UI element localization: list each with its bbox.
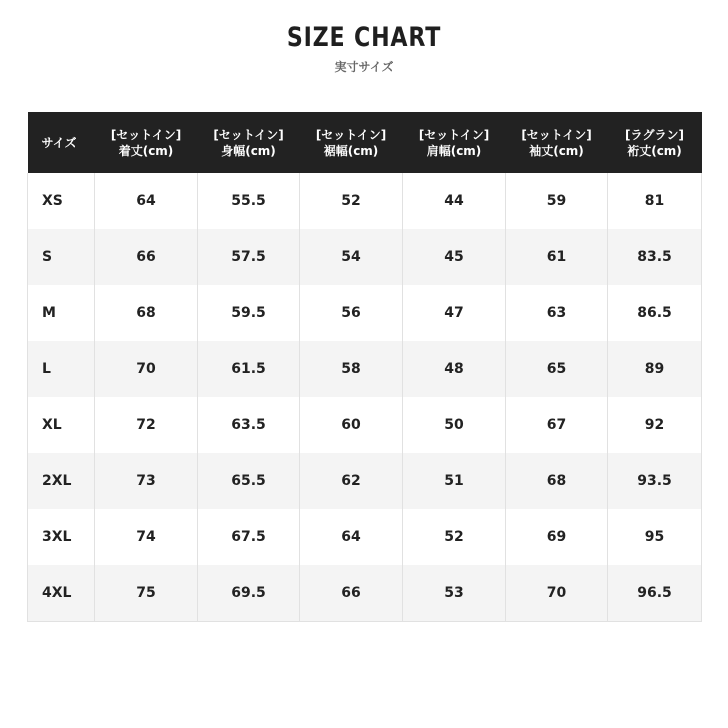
value-cell: 86.5 [608, 285, 702, 341]
header-label-type: [セットイン] [110, 127, 182, 142]
value-cell: 66 [95, 229, 198, 285]
value-cell: 59 [506, 173, 608, 229]
size-cell: 2XL [28, 453, 95, 509]
value-cell: 73 [95, 453, 198, 509]
value-cell: 67 [506, 397, 608, 453]
size-chart-table [27, 112, 702, 622]
table-row [28, 453, 702, 509]
value-cell: 62 [300, 453, 403, 509]
size-cell: XS [28, 173, 95, 229]
header-label-type: [セットイン] [418, 127, 490, 142]
value-cell: 45 [403, 229, 506, 285]
value-cell: 61 [506, 229, 608, 285]
value-cell: 55.5 [198, 173, 300, 229]
header-length [95, 112, 198, 173]
table-row [28, 341, 702, 397]
value-cell: 59.5 [198, 285, 300, 341]
header-shoulder-width [403, 112, 506, 173]
header-label-measure: 着丈(cm) [118, 143, 174, 158]
page-title: SIZE CHART [286, 22, 442, 53]
value-cell: 64 [95, 173, 198, 229]
value-cell: 81 [608, 173, 702, 229]
value-cell: 83.5 [608, 229, 702, 285]
value-cell: 52 [300, 173, 403, 229]
header-label-type: [セットイン] [315, 127, 387, 142]
value-cell: 93.5 [608, 453, 702, 509]
value-cell: 52 [403, 509, 506, 565]
size-cell: M [28, 285, 95, 341]
value-cell: 54 [300, 229, 403, 285]
value-cell: 72 [95, 397, 198, 453]
header-sleeve-length [506, 112, 608, 173]
value-cell: 47 [403, 285, 506, 341]
value-cell: 96.5 [608, 565, 702, 622]
value-cell: 63.5 [198, 397, 300, 453]
size-cell: 4XL [28, 565, 95, 622]
value-cell: 95 [608, 509, 702, 565]
value-cell: 44 [403, 173, 506, 229]
value-cell: 64 [300, 509, 403, 565]
page-subtitle: 実寸サイズ [334, 60, 394, 74]
table-row [28, 229, 702, 285]
value-cell: 53 [403, 565, 506, 622]
value-cell: 50 [403, 397, 506, 453]
value-cell: 74 [95, 509, 198, 565]
value-cell: 67.5 [198, 509, 300, 565]
value-cell: 69 [506, 509, 608, 565]
header-chest-width [198, 112, 300, 173]
value-cell: 57.5 [198, 229, 300, 285]
value-cell: 51 [403, 453, 506, 509]
value-cell: 70 [506, 565, 608, 622]
header-label: サイズ [41, 135, 77, 150]
table-row [28, 173, 702, 229]
size-cell: 3XL [28, 509, 95, 565]
value-cell: 69.5 [198, 565, 300, 622]
value-cell: 60 [300, 397, 403, 453]
size-cell: S [28, 229, 95, 285]
value-cell: 75 [95, 565, 198, 622]
value-cell: 68 [506, 453, 608, 509]
header-label-measure: 肩幅(cm) [426, 143, 482, 158]
value-cell: 63 [506, 285, 608, 341]
table-row [28, 397, 702, 453]
table-row [28, 509, 702, 565]
value-cell: 48 [403, 341, 506, 397]
header-label-type: [セットイン] [521, 127, 592, 142]
value-cell: 61.5 [198, 341, 300, 397]
header-hem-width [300, 112, 403, 173]
header-label-type: [セットイン] [213, 127, 284, 142]
header-raglan-sleeve [608, 112, 702, 173]
value-cell: 56 [300, 285, 403, 341]
table-row [28, 285, 702, 341]
value-cell: 58 [300, 341, 403, 397]
size-cell: XL [28, 397, 95, 453]
table-row [28, 565, 702, 622]
value-cell: 92 [608, 397, 702, 453]
header-label-measure: 裾幅(cm) [323, 143, 379, 158]
header-label-measure: 身幅(cm) [221, 143, 276, 158]
table-header-row [28, 112, 702, 173]
value-cell: 65 [506, 341, 608, 397]
value-cell: 66 [300, 565, 403, 622]
value-cell: 65.5 [198, 453, 300, 509]
header-size [28, 112, 95, 173]
value-cell: 70 [95, 341, 198, 397]
header-label-measure: 袖丈(cm) [529, 143, 584, 158]
header-label-measure: 裄丈(cm) [627, 143, 682, 158]
value-cell: 89 [608, 341, 702, 397]
value-cell: 68 [95, 285, 198, 341]
header-label-type: [ラグラン] [625, 127, 684, 142]
size-cell: L [28, 341, 95, 397]
